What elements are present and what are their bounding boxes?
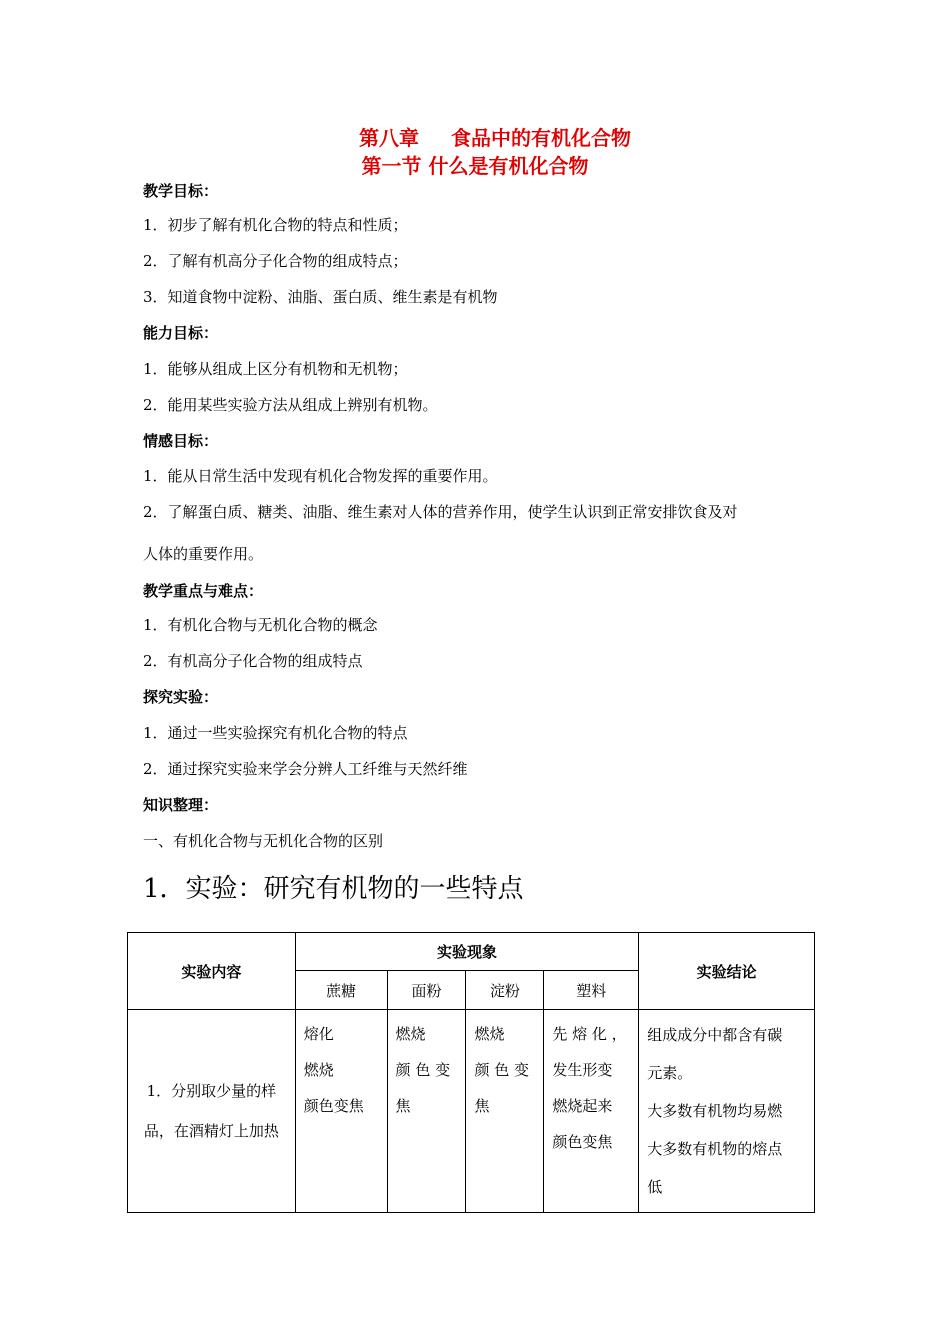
emotion-goal-1: 1．能从日常生活中发现有机化合物发挥的重要作用。	[143, 467, 498, 485]
row1-sucrose-line1: 熔化	[303, 1025, 334, 1043]
table-row	[128, 1010, 815, 1213]
row1-conclusion-line4: 大多数有机物的熔点	[647, 1140, 783, 1158]
row1-plastic-line2: 发生形变	[552, 1061, 613, 1079]
header-phenomenon: 实验现象	[295, 933, 639, 971]
teaching-goal-3: 3．知道食物中淀粉、油脂、蛋白质、维生素是有机物	[143, 288, 498, 306]
row1-plastic-line1: 先 熔 化 ，	[552, 1025, 627, 1043]
ability-goal-1: 1．能够从组成上区分有机物和无机物；	[143, 360, 408, 378]
teaching-goal-1: 1．初步了解有机化合物的特点和性质；	[143, 216, 408, 234]
sample-sucrose: 蔗糖	[295, 971, 387, 1010]
key-points-heading: 教学重点与难点：	[143, 582, 264, 600]
row1-conclusion-line1: 组成成分中都含有碳	[647, 1026, 783, 1044]
row1-flour	[387, 1010, 466, 1213]
sample-flour: 面粉	[387, 971, 466, 1010]
row1-plastic	[544, 1010, 639, 1213]
row1-flour-line3: 焦	[395, 1097, 411, 1115]
chapter-number: 第八章	[359, 126, 419, 150]
chapter-title	[0, 122, 950, 151]
row1-sucrose	[295, 1010, 387, 1213]
ability-goals-heading: 能力目标：	[143, 324, 219, 342]
row1-starch-line1: 燃烧	[474, 1025, 505, 1043]
header-content: 实验内容	[128, 933, 296, 1010]
emotion-goals-heading: 情感目标：	[143, 432, 219, 450]
row1-starch-line3: 焦	[474, 1097, 490, 1115]
experiment-2: 2．通过探究实验来学会分辨人工纤维与天然纤维	[143, 760, 468, 778]
experiments-heading: 探究实验：	[143, 688, 219, 706]
emotion-goal-2: 2．了解蛋白质、糖类、油脂、维生素对人体的营养作用，使学生认识到正常安排饮食及对	[143, 503, 738, 521]
row1-sucrose-line2: 燃烧	[303, 1061, 334, 1079]
row1-content	[128, 1010, 296, 1213]
row1-starch	[466, 1010, 544, 1213]
row1-sucrose-line3: 颜色变焦	[303, 1097, 364, 1115]
teaching-goals-heading: 教学目标：	[143, 182, 219, 200]
knowledge-subheading: 一、有机化合物与无机化合物的区别	[143, 832, 384, 850]
sample-plastic: 塑料	[544, 971, 639, 1010]
row1-conclusion-line2: 元素。	[647, 1064, 693, 1082]
ability-goal-2: 2．能用某些实验方法从组成上辨别有机物。	[143, 396, 438, 414]
row1-plastic-line4: 颜色变焦	[552, 1133, 613, 1151]
row1-conclusion-line5: 低	[647, 1178, 663, 1196]
row1-flour-line1: 燃烧	[395, 1025, 426, 1043]
experiment-1: 1．通过一些实验探究有机化合物的特点	[143, 724, 408, 742]
section-title: 第一节 什么是有机化合物	[361, 154, 589, 178]
row1-flour-line2: 颜 色 变	[395, 1061, 451, 1079]
knowledge-heading: 知识整理：	[143, 796, 219, 814]
emotion-goal-2-cont: 人体的重要作用。	[143, 545, 264, 563]
chapter-name: 食品中的有机化合物	[451, 126, 631, 150]
experiment-heading: 1．实验：研究有机物的一些特点	[143, 874, 524, 904]
experiment-table	[127, 932, 815, 1213]
row1-conclusion	[639, 1010, 815, 1213]
row1-content-line2: 品，在酒精灯上加热	[143, 1122, 279, 1140]
sample-starch: 淀粉	[466, 971, 544, 1010]
teaching-goal-2: 2．了解有机高分子化合物的组成特点；	[143, 252, 408, 270]
row1-conclusion-line3: 大多数有机物均易燃	[647, 1102, 783, 1120]
row1-plastic-line3: 燃烧起来	[552, 1097, 613, 1115]
key-point-1: 1．有机化合物与无机化合物的概念	[143, 616, 378, 634]
key-point-2: 2．有机高分子化合物的组成特点	[143, 652, 363, 670]
header-conclusion: 实验结论	[639, 933, 815, 1010]
row1-starch-line2: 颜 色 变	[474, 1061, 529, 1079]
row1-content-line1: 1．分别取少量的样	[146, 1082, 277, 1100]
